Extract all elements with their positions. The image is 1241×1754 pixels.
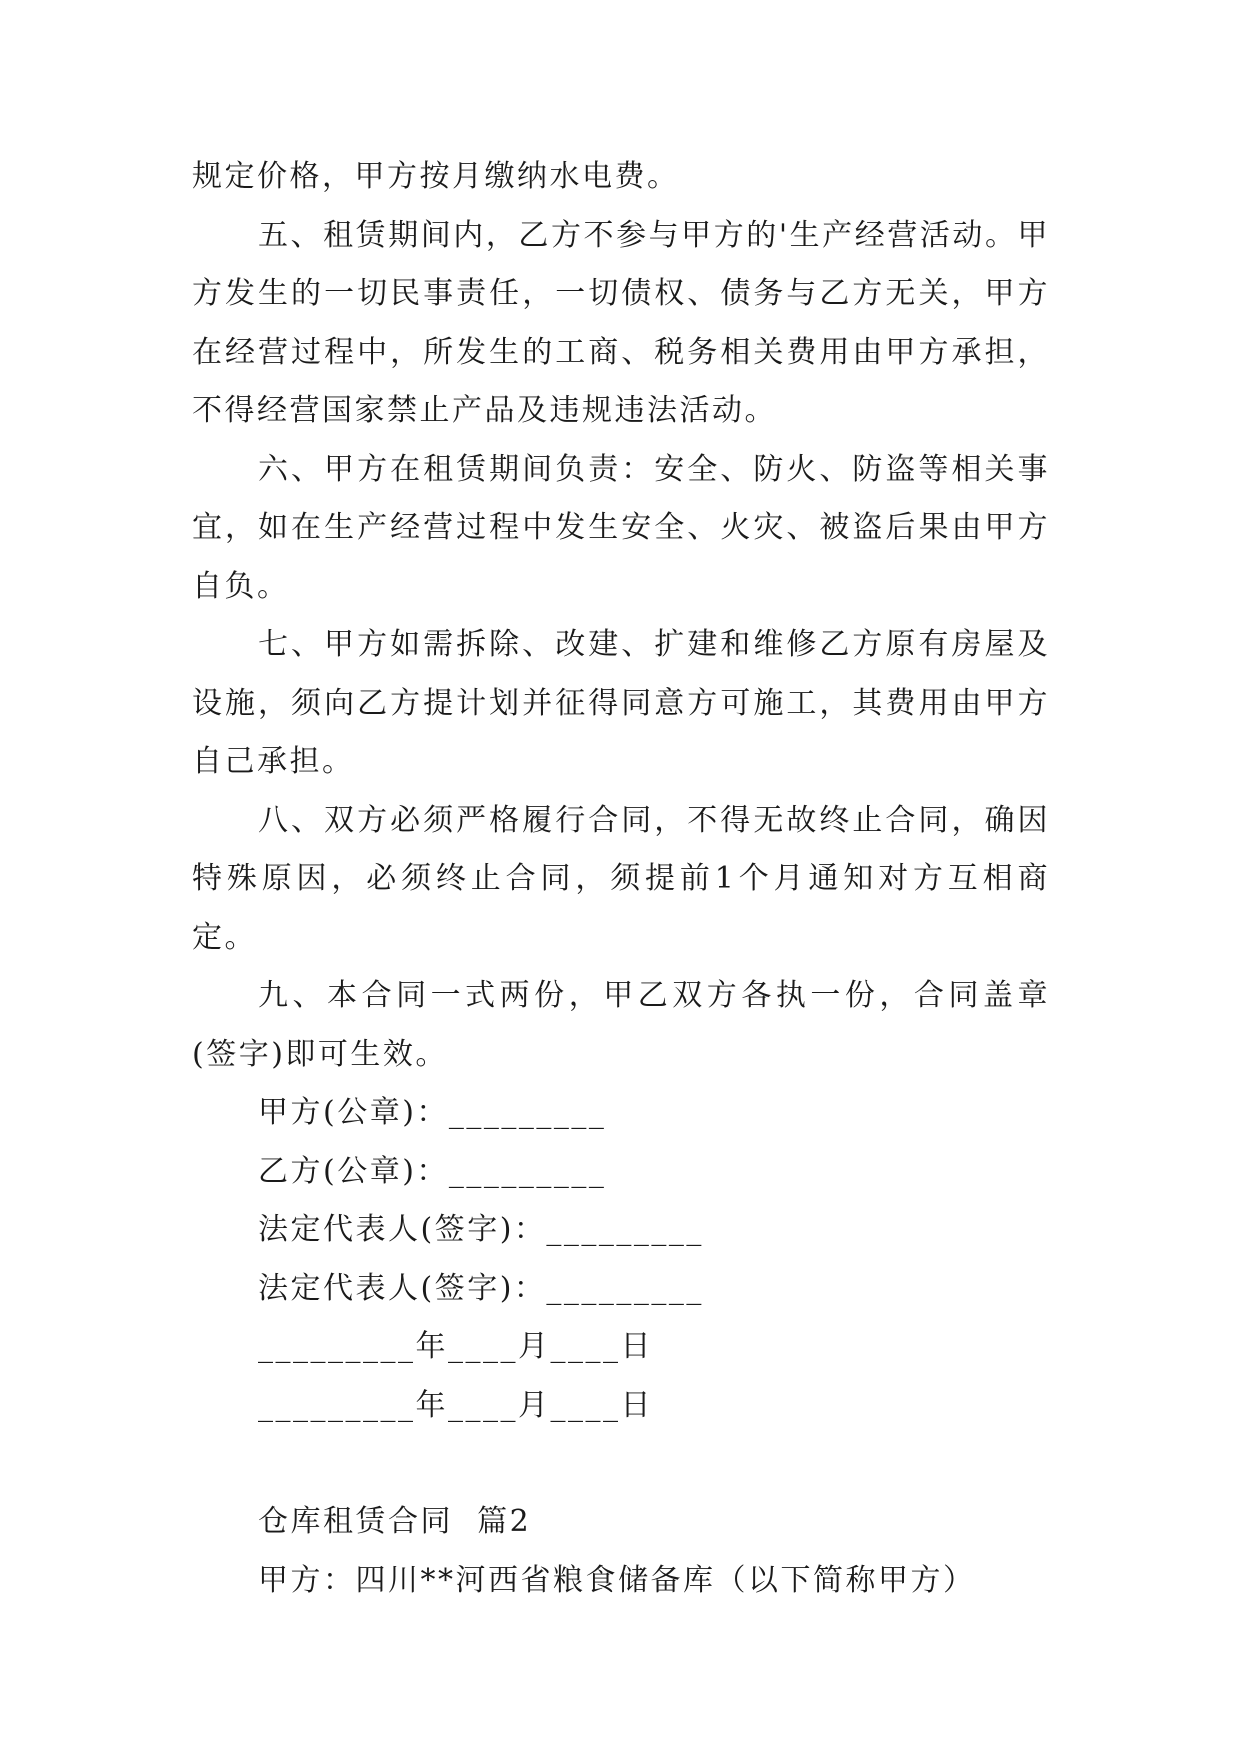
signature-party-b: 乙方(公章)：_________ — [258, 1153, 607, 1189]
section-spacer — [192, 1435, 1050, 1493]
paragraph-clause-6: 六、甲方在租赁期间负责：安全、防火、防盗等相关事宜，如在生产经营过程中发生安全、火灾、被盗后果由甲方自负。 — [192, 451, 1050, 604]
signature-date-b: _________年____月____日 — [258, 1387, 653, 1423]
signature-legal-rep-b: 法定代表人(签字)：_________ — [258, 1270, 704, 1306]
party-a-line: 甲方：四川**河西省粮食储备库（以下简称甲方） — [258, 1562, 976, 1598]
paragraph-clause-9: 九、本合同一式两份，甲乙双方各执一份，合同盖章(签字)即可生效。 — [192, 978, 1050, 1072]
paragraph-clause-5: 五、租赁期间内，乙方不参与甲方的'生产经营活动。甲方发生的一切民事责任，一切债权、债务与乙方无关，甲方在经营过程中，所发生的工商、税务相关费用由甲方承担，不得经营国家禁止产品及违规违法活动。 — [192, 217, 1050, 428]
paragraph-clause-8: 八、双方必须严格履行合同，不得无故终止合同，确因特殊原因，必须终止合同，须提前1个月通知对方互相商定。 — [192, 802, 1050, 955]
signature-legal-rep-a: 法定代表人(签字)：_________ — [258, 1212, 704, 1247]
signature-date-a: _________年____月____日 — [258, 1329, 653, 1364]
paragraph-clause-7: 七、甲方如需拆除、改建、扩建和维修乙方原有房屋及设施，须向乙方提计划并征得同意方可施工，其费用由甲方自己承担。 — [192, 627, 1050, 779]
section-title: 仓库租赁合同 篇2 — [258, 1504, 532, 1539]
document-page — [192, 148, 1050, 1610]
signature-party-a: 甲方(公章)：_________ — [258, 1095, 607, 1130]
paragraph-water-electricity: 规定价格，甲方按月缴纳水电费。 — [192, 159, 680, 194]
